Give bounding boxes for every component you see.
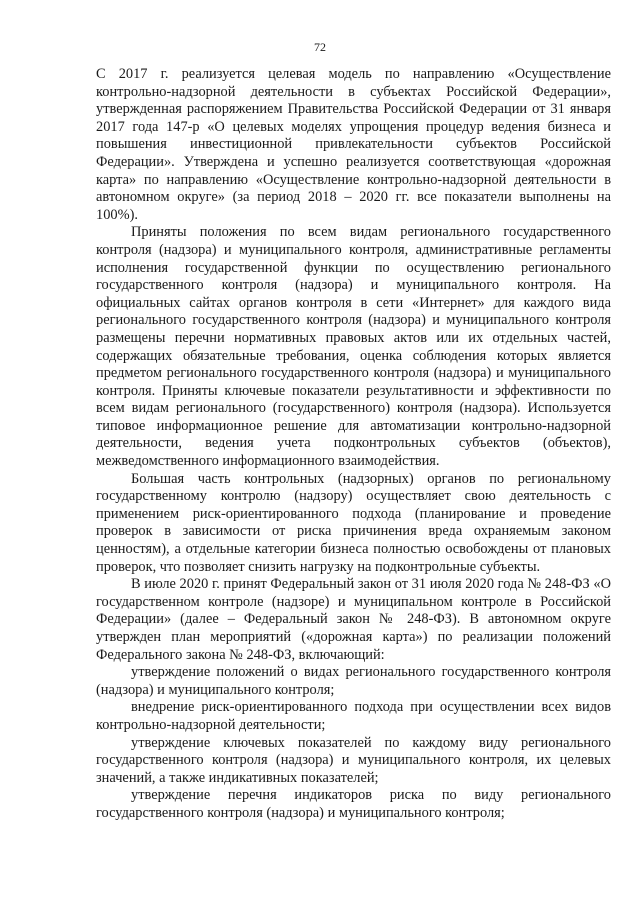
paragraph-target-model: С 2017 г. реализуется целевая модель по направлению «Осуществление контрольно-надзорной деятельности в субъектах Российской Федерации», утвержденная распоряжением Правительства Российской Федерации от 31 января 2017 года 147-р «О целевых моделях упрощения процедур ведения бизнеса и повышения инвестиционной привлекательности субъектов Российской Федерации». Утверждена и успешно реализуется соответствующая «дорожная карта» по направлению «Осуществление контрольно-надзорной деятельности в автономном округе» (за период 2018 – 2020 гг. все показатели выполнены на 100%).: [96, 66, 611, 223]
list-item-risk-indicators: утверждение перечня индикаторов риска по виду регионального государственного контроля (надзора) и муниципального контроля;: [96, 787, 611, 821]
list-item-risk-approach: внедрение риск-ориентированного подхода при осуществлении всех видов контрольно-надзорной деятельности;: [96, 699, 611, 733]
document-body: [96, 66, 611, 823]
list-item-regulations: утверждение положений о видах регионального государственного контроля (надзора) и муниципального контроля;: [96, 664, 611, 698]
page-number: 72: [314, 40, 326, 54]
paragraph-federal-law: В июле 2020 г. принят Федеральный закон от 31 июля 2020 года № 248-ФЗ «О государственном контроле (надзоре) и муниципальном контроле в Российской Федерации» (далее – Федеральный закон № 248-ФЗ). В автономном округе утвержден план мероприятий («дорожная карта») по реализации положений Федерального закона № 248-ФЗ, включающий:: [96, 576, 611, 663]
paragraph-risk-approach: Большая часть контрольных (надзорных) органов по региональному государственному контролю (надзору) осуществляет свою деятельность с применением риск-ориентированного подхода (планирование и проведение проверок в зависимости от риска причинения вреда охраняемым законом ценностям), а отдельные категории бизнеса полностью освобождены от плановых проверок, что позволяет снизить нагрузку на подконтрольные субъекты.: [96, 470, 611, 575]
list-item-key-indicators: утверждение ключевых показателей по каждому виду регионального государственного контроля (надзора) и муниципального контроля, их целевых значений, а также индикативных показателей;: [96, 734, 611, 786]
paragraph-control-provisions: Приняты положения по всем видам регионального государственного контроля (надзора) и муниципального контроля, административные регламенты исполнения государственной функции по осуществлению регионального государственного контроля (надзора) и муниципального контроля. На официальных сайтах органов контроля в сети «Интернет» для каждого вида регионального государственного контроля (надзора) и муниципального контроля размещены перечни нормативных правовых актов или их отдельных частей, содержащих обязательные требования, оценка соблюдения которых является предметом регионального государственного контроля (надзора) и муниципального контроля. Приняты ключевые показатели результативности и эффективности по всем видам регионального (государственного) контроля (надзора). Используется типовое информационное решение для автоматизации контрольно-надзорной деятельности, ведения учета подконтрольных субъектов (объектов), межведомственного информационного взаимодействия.: [96, 224, 611, 470]
